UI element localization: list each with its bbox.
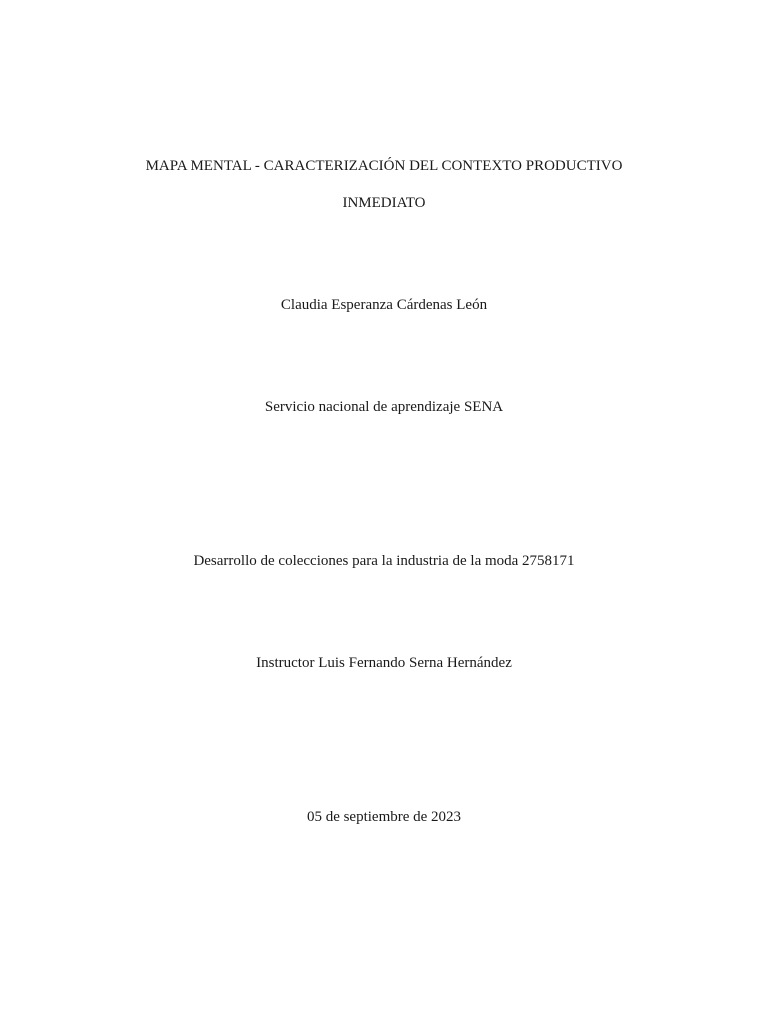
instructor-name: Instructor Luis Fernando Serna Hernández [256, 655, 512, 671]
program-name: Desarrollo de colecciones para la industria de la moda 2758171 [193, 553, 575, 569]
author-name: Claudia Esperanza Cárdenas León [280, 297, 488, 313]
document-title-line-2: INMEDIATO [342, 195, 426, 211]
document-title-line-1: MAPA MENTAL - CARACTERIZACIÓN DEL CONTEXTO PRODUCTIVO [145, 158, 623, 174]
institution-name: Servicio nacional de aprendizaje SENA [264, 399, 504, 415]
document-date: 05 de septiembre de 2023 [306, 809, 462, 825]
